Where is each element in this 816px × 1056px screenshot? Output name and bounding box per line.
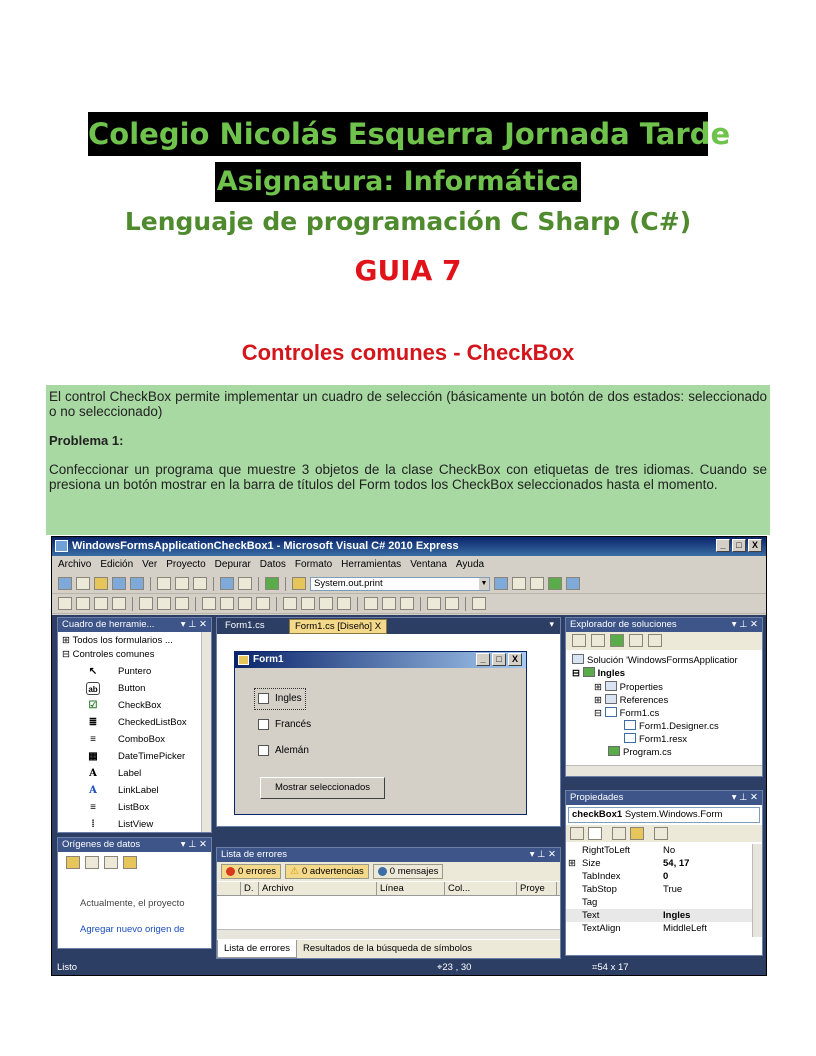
toolbox-group-common[interactable]: ⊟ Controles comunes	[62, 649, 155, 660]
toolbox-item-label: LinkLabel	[118, 785, 159, 796]
status-bar	[52, 959, 766, 976]
error-list-panel	[216, 847, 561, 959]
toolbar-separator	[213, 577, 214, 591]
properties-view-icon[interactable]	[612, 827, 626, 840]
view-designer-icon[interactable]	[648, 634, 662, 647]
form1-preview[interactable]	[234, 651, 527, 815]
menu-herramientas[interactable]: Herramientas	[341, 559, 402, 570]
solution-explorer-title: Explorador de soluciones	[570, 619, 677, 630]
toolbox-item-checkedlistbox[interactable]	[58, 714, 206, 731]
toolbox-item-label: CheckBox	[118, 700, 162, 711]
find-combo-value: System.out.print	[314, 577, 383, 589]
form1-label: Form1.cs	[619, 708, 660, 719]
property-name: TabIndex	[582, 871, 621, 882]
warning-icon: ⚠	[290, 866, 299, 877]
position-icon: ⌖	[437, 962, 443, 973]
solution-explorer-icon[interactable]	[548, 577, 562, 590]
solution-explorer-header	[566, 618, 762, 632]
pin-icon[interactable]: ▾ ⊥ ✕	[731, 619, 758, 630]
save-icon[interactable]	[112, 577, 126, 590]
layout-toolbar	[52, 594, 766, 614]
same-size-icon[interactable]	[238, 597, 252, 610]
toolbox-panel	[57, 617, 212, 833]
intro-paragraph: El control CheckBox permite implementar un cuadro de selección (básicamente un botón de dos estados: seleccionado o no seleccionado)	[49, 389, 767, 419]
menu-archivo[interactable]: Archivo	[58, 559, 92, 570]
school-title: Colegio Nicolás Esquerra Jornada Tarde	[88, 112, 708, 156]
tab-error-list[interactable]: Lista de errores	[217, 940, 297, 958]
toolbox-scrollbar[interactable]	[201, 632, 211, 832]
menu-depurar[interactable]: Depurar	[214, 559, 251, 570]
errors-count: 0 errores	[238, 866, 277, 877]
menu-formato[interactable]: Formato	[294, 559, 333, 570]
visual-studio-window	[51, 536, 767, 976]
increase-spacing-icon[interactable]	[301, 597, 315, 610]
menu-ver[interactable]: Ver	[142, 559, 158, 570]
cut-icon[interactable]	[157, 577, 171, 590]
toolbox-item-listview[interactable]	[58, 816, 206, 833]
toolbar-separator	[258, 577, 259, 591]
find-icon[interactable]	[292, 577, 306, 590]
selected-object-name: checkBox1	[572, 809, 623, 820]
size-icon: ⌗	[592, 962, 598, 973]
subject-title: Asignatura: Informática	[215, 162, 581, 202]
vs-title: WindowsFormsApplicationCheckBox1 - Microsoft Visual C# 2010 Express	[72, 540, 459, 552]
add-datasource-icon[interactable]	[66, 856, 80, 869]
error-list-title: Lista de errores	[221, 849, 288, 860]
toolbox-group-common-label: Controles comunes	[72, 649, 155, 660]
linklabel-icon: A	[89, 785, 97, 796]
align-center-icon[interactable]	[94, 597, 108, 610]
pin-icon[interactable]: ▾ ⊥ ✕	[180, 839, 207, 850]
refresh-icon[interactable]	[123, 856, 137, 869]
menu-ventana[interactable]: Ventana	[410, 559, 447, 570]
error-table-header	[217, 882, 560, 896]
datasources-title: Orígenes de datos	[62, 839, 141, 850]
form1-resx-node[interactable]	[624, 733, 687, 746]
toolbox-item-linklabel[interactable]	[58, 782, 206, 799]
cursor-position	[437, 959, 471, 976]
toolbar-separator	[195, 597, 196, 611]
problem-text: Confeccionar un programa que muestre 3 objetos de la clase CheckBox con etiquetas de tres idiomas. Cuando se presiona un botón mostrar en la barra de títulos del Form todos los CheckBox seleccionados hasta el momento.	[49, 462, 767, 492]
tab-form1-design-label: Form1.cs [Diseño]	[295, 621, 373, 632]
align-right-icon[interactable]	[112, 597, 126, 610]
checkbox-icon: ☑	[88, 700, 98, 711]
form1-titlebar	[235, 652, 526, 668]
alphabetical-icon[interactable]	[588, 827, 602, 840]
properties-title: Propiedades	[570, 792, 624, 803]
properties-icon[interactable]	[572, 634, 586, 647]
toolbox-item-label: Button	[118, 683, 146, 694]
refresh-icon[interactable]	[610, 634, 624, 647]
configure-dataset-icon[interactable]	[104, 856, 118, 869]
property-name: TabStop	[582, 884, 617, 895]
view-code-icon[interactable]	[629, 634, 643, 647]
maximize-button[interactable]: □	[492, 653, 506, 666]
align-grid-icon[interactable]	[58, 597, 72, 610]
combobox-icon: ≡	[90, 734, 96, 745]
minimize-button[interactable]: _	[476, 653, 490, 666]
solution-hscrollbar[interactable]	[566, 765, 762, 776]
status-text: Listo	[57, 962, 78, 973]
form1-window-controls	[476, 653, 522, 666]
decrease-spacing-icon[interactable]	[319, 597, 333, 610]
menu-datos[interactable]: Datos	[259, 559, 286, 570]
references-node[interactable]: ⊞ References	[594, 695, 669, 706]
col-file[interactable]: Archivo	[259, 882, 377, 895]
property-row[interactable]	[566, 909, 752, 922]
window-controls	[716, 539, 762, 552]
problem-label: Problema 1:	[49, 433, 124, 448]
property-row[interactable]	[566, 870, 752, 883]
start-debug-icon[interactable]	[265, 577, 279, 590]
align-bottom-icon[interactable]	[175, 597, 189, 610]
checkbox-square	[258, 693, 269, 704]
form-icon	[238, 655, 249, 665]
guide-title: GUIA 7	[354, 254, 462, 287]
col-column[interactable]: Col...	[445, 882, 517, 895]
property-value: MiddleLeft	[663, 923, 707, 934]
property-row[interactable]	[566, 896, 752, 909]
control-size-text: 54 x 17	[597, 962, 629, 973]
toolbar-separator	[465, 597, 466, 611]
document-tabs	[217, 618, 560, 634]
property-name: Tag	[582, 897, 598, 908]
project-label: Ingles	[597, 668, 626, 679]
paste-icon[interactable]	[193, 577, 207, 590]
toolbox-title: Cuadro de herramie...	[62, 619, 155, 630]
datasources-text: Actualmente, el proyecto	[80, 898, 185, 909]
solution-toolbar	[566, 632, 762, 650]
find-in-files-icon[interactable]	[494, 577, 508, 590]
warnings-count: 0 advertencias	[301, 866, 364, 877]
solution-explorer-panel	[565, 617, 763, 777]
cs-file-icon	[608, 746, 620, 756]
properties-scrollbar[interactable]	[752, 844, 762, 937]
copy-icon[interactable]	[175, 577, 189, 590]
vs-app-icon	[55, 540, 68, 552]
redo-icon[interactable]	[238, 577, 252, 590]
toolbar-separator	[420, 597, 421, 611]
folder-icon	[605, 694, 617, 704]
label-icon: A	[89, 768, 97, 779]
property-value: Ingles	[663, 910, 691, 921]
menubar	[52, 556, 766, 574]
datetimepicker-icon: ▦	[88, 751, 98, 762]
checkbox-aleman[interactable]	[258, 744, 309, 758]
form-file-icon	[605, 707, 617, 717]
close-icon[interactable]: X	[374, 621, 382, 632]
datasources-header	[58, 838, 211, 852]
cs-file-icon	[624, 720, 636, 730]
size-to-grid-icon[interactable]	[256, 597, 270, 610]
align-top-icon[interactable]	[139, 597, 153, 610]
toolbox-item-combobox[interactable]	[58, 731, 206, 748]
program-node[interactable]	[608, 746, 672, 759]
categorized-icon[interactable]	[570, 827, 584, 840]
send-to-back-icon[interactable]	[445, 597, 459, 610]
messages-count: 0 mensajes	[389, 866, 439, 877]
form1-designer-label: Form1.Designer.cs	[639, 721, 719, 732]
properties-icon[interactable]	[512, 577, 526, 590]
checkedlistbox-icon: ≣	[88, 717, 98, 728]
property-row[interactable]	[566, 922, 752, 935]
references-label: References	[619, 695, 669, 706]
toolbox-item-label: ListBox	[118, 802, 150, 813]
col-description[interactable]: D.	[241, 882, 259, 895]
close-button[interactable]: X	[508, 653, 522, 666]
solution-label: Solución 'WindowsFormsApplicatior	[587, 655, 738, 666]
property-name: Text	[582, 910, 600, 921]
messages-filter-button[interactable]	[373, 864, 444, 879]
checkbox-square	[258, 719, 269, 730]
program-label: Program.cs	[623, 747, 672, 758]
pin-icon[interactable]: ▾ ⊥ ✕	[731, 792, 758, 803]
property-value: True	[663, 884, 683, 895]
property-row[interactable]	[566, 857, 752, 870]
pin-icon[interactable]: ▾ ⊥ ✕	[180, 619, 207, 630]
form1-title: Form1	[253, 654, 284, 665]
control-size	[592, 959, 629, 976]
toolbox-group-all[interactable]: ⊞ Todos los formularios ...	[62, 635, 173, 646]
toolbox-item-label[interactable]	[58, 765, 206, 782]
form1-designer-node[interactable]	[624, 720, 719, 733]
language-title: Lenguaje de programación C Sharp (C#)	[124, 207, 692, 236]
open-file-icon[interactable]	[94, 577, 108, 590]
add-item-icon[interactable]	[76, 577, 90, 590]
property-row[interactable]	[566, 844, 752, 857]
error-list-hscrollbar[interactable]	[217, 929, 560, 939]
section-title: Controles comunes - CheckBox	[241, 340, 575, 365]
info-icon	[378, 867, 387, 876]
vertical-spacing-icon[interactable]	[364, 597, 378, 610]
tab-order-icon[interactable]	[472, 597, 486, 610]
properties-node[interactable]: ⊞ Properties	[594, 682, 663, 693]
toolbar-separator	[276, 597, 277, 611]
property-row[interactable]	[566, 883, 752, 896]
col-project[interactable]: Proye	[517, 882, 557, 895]
project-icon	[583, 667, 595, 677]
close-button[interactable]: X	[748, 539, 762, 552]
standard-toolbar	[52, 574, 766, 594]
show-all-files-icon[interactable]	[591, 634, 605, 647]
error-list-header	[217, 848, 560, 862]
cursor-position-text: 23 , 30	[442, 962, 472, 973]
checkbox-label: Ingles	[275, 693, 302, 704]
property-name: Size	[582, 858, 601, 869]
save-all-icon[interactable]	[130, 577, 144, 590]
property-value: 0	[663, 871, 669, 882]
pointer-icon: ↖	[88, 666, 98, 677]
tab-form1-design[interactable]	[289, 619, 387, 634]
solution-node[interactable]	[572, 654, 738, 667]
toolbox-group-all-label: Todos los formularios ...	[72, 635, 173, 646]
horizontal-spacing-icon[interactable]	[283, 597, 297, 610]
button-icon: ab	[86, 682, 100, 695]
listview-icon: ⁞	[91, 819, 95, 830]
datasources-panel	[57, 837, 212, 949]
checkbox-label: Francés	[275, 719, 312, 730]
add-datasource-link[interactable]: Agregar nuevo origen de	[80, 924, 185, 935]
new-project-icon[interactable]	[58, 577, 72, 590]
toolbox-item-label: Label	[118, 768, 142, 779]
toolbox-header	[58, 618, 211, 632]
show-selected-button[interactable]: Mostrar seleccionados	[260, 777, 385, 799]
chevron-down-icon[interactable]: ▾	[549, 619, 554, 629]
toolbar-separator	[285, 577, 286, 591]
properties-header	[566, 791, 762, 805]
resx-file-icon	[624, 733, 636, 743]
toolbox-item-button[interactable]	[58, 680, 206, 697]
col-icon	[217, 882, 241, 895]
form1-node[interactable]: ⊟ Form1.cs	[594, 708, 660, 719]
designer-panel	[216, 617, 561, 827]
same-height-icon[interactable]	[220, 597, 234, 610]
property-name: TextAlign	[582, 923, 621, 934]
remove-spacing-icon[interactable]	[337, 597, 351, 610]
property-pages-icon[interactable]	[654, 827, 668, 840]
datasources-toolbar	[66, 856, 137, 869]
toolbox-item-label: DateTimePicker	[118, 751, 186, 762]
bottom-tabs	[217, 940, 560, 958]
checkbox-square	[258, 745, 269, 756]
toolbar-separator	[150, 577, 151, 591]
properties-toolbar	[566, 825, 762, 842]
warnings-filter-button[interactable]	[285, 864, 369, 879]
toolbox-item-checkbox[interactable]	[58, 697, 206, 714]
properties-label: Properties	[619, 682, 663, 693]
menu-proyecto[interactable]: Proyecto	[166, 559, 206, 570]
listbox-icon: ≡	[90, 802, 96, 813]
property-name: RightToLeft	[582, 845, 631, 856]
center-horizontally-icon[interactable]	[382, 597, 396, 610]
tab-form1-code[interactable]: Form1.cs	[225, 620, 265, 631]
toolbox-item-listbox[interactable]	[58, 799, 206, 816]
toolbar-separator	[357, 597, 358, 611]
tab-symbol-results[interactable]: Resultados de la búsqueda de símbolos	[303, 943, 473, 954]
property-value: 54, 17	[663, 858, 690, 869]
col-line[interactable]: Línea	[377, 882, 445, 895]
toolbox-item-datetimepicker[interactable]	[58, 748, 206, 765]
align-middle-icon[interactable]	[157, 597, 171, 610]
pin-icon[interactable]: ▾ ⊥ ✕	[529, 849, 556, 860]
chevron-down-icon[interactable]: ▼	[479, 578, 489, 590]
checkbox-ingles[interactable]	[258, 692, 302, 706]
object-browser-icon[interactable]	[566, 577, 580, 590]
toolbox-icon[interactable]	[530, 577, 544, 590]
toolbox-item-label: Puntero	[118, 666, 152, 677]
error-filter-bar	[217, 862, 560, 881]
center-vertically-icon[interactable]	[400, 597, 414, 610]
toolbar-separator	[132, 597, 133, 611]
toolbox-item-label: CheckedListBox	[118, 717, 187, 728]
edit-dataset-icon[interactable]	[85, 856, 99, 869]
vs-titlebar	[52, 537, 766, 556]
menu-edicion[interactable]: Edición	[100, 559, 134, 570]
property-value: No	[663, 845, 676, 856]
solution-icon	[572, 654, 584, 664]
project-node[interactable]: ⊟ Ingles	[572, 668, 626, 679]
same-width-icon[interactable]	[202, 597, 216, 610]
toolbox-item-label: ComboBox	[118, 734, 165, 745]
intro-box	[46, 385, 770, 535]
undo-icon[interactable]	[220, 577, 234, 590]
checkbox-frances[interactable]	[258, 718, 311, 732]
toolbox-item-label: ListView	[118, 819, 154, 830]
toolbox-item-pointer[interactable]	[58, 663, 206, 680]
errors-filter-button[interactable]	[221, 864, 281, 879]
find-combo[interactable]	[310, 577, 490, 591]
events-icon[interactable]	[630, 827, 644, 840]
checkbox-label: Alemán	[275, 745, 309, 756]
properties-panel	[565, 790, 763, 956]
maximize-button[interactable]: □	[732, 539, 746, 552]
minimize-button[interactable]: _	[716, 539, 730, 552]
folder-icon	[605, 681, 617, 691]
form1-resx-label: Form1.resx	[639, 734, 688, 745]
menu-ayuda[interactable]: Ayuda	[455, 559, 485, 570]
error-icon	[226, 867, 235, 876]
align-left-icon[interactable]	[76, 597, 90, 610]
selected-object-type: System.Windows.Form	[624, 809, 723, 820]
object-selector[interactable]	[568, 807, 760, 823]
bring-to-front-icon[interactable]	[427, 597, 441, 610]
expand-icon: ⊞	[568, 858, 576, 869]
